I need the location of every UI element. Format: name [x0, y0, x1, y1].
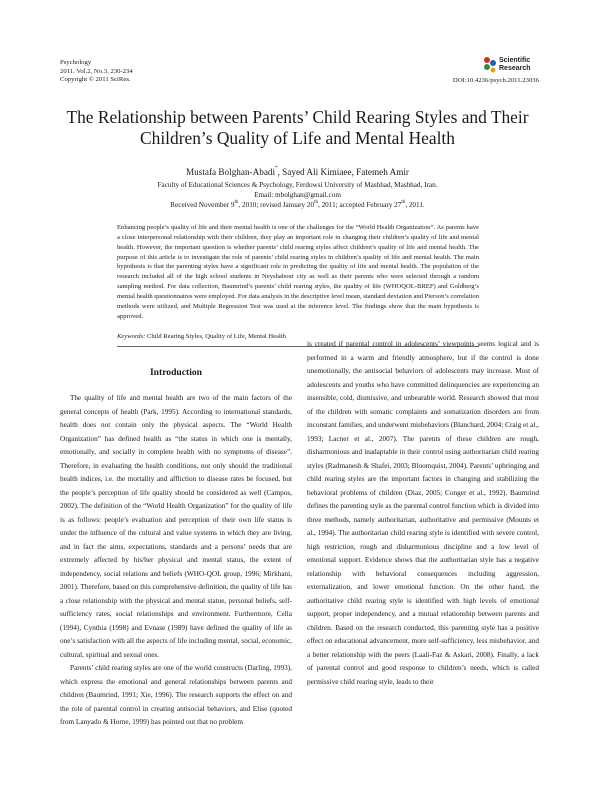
paragraph: is created if parental control in adolescents’ viewpoints seems logical and is performed in a warm and friendly atmosphere, but if the control is done unemotionally, the antisocial behaviors of adolescents may increase. Most of adolescents and youths who have committed delinquencies are experiencing an insensible, cold, dismissive, and unbearable world. Research showed that most of the children with somatic complaints and somatization disorders are from inconstant families, and underwent misbehaviors (Blanchard, 2004; Craig et al., 1993; Lacner et al., 2007). The parents of these children are rough, disharmonious and inadaptable in their control using authoritarian child rearing styles (Radmanesh & Shafei, 2003; Bloomquist, 2004). Parents’ upbringing and child rearing styles are the important factors in changing and stabilizing the behavioral problems of children (Diaz, 2005; Conger et al., 1992). Baumrind defines the parenting style as the parental control function which is divided into three methods, namely authoritarian, authoritative and permissive (Mounts et al., 1994). The authoritarian child rearing style is identified with severe control, high restriction, rough and disharmonious discipline and a low level of emotional support. Evidence shows that the authoritarian style has a negative relationship with behavioral consequences including aggression, externalization, and lower emotional function. On the other hand, the authoritative child rearing style is identified with high levels of emotional support, proper independency, and a mutual relationship between parents and children. Based on the research conducted, this parenting style has a positive effect on educational advancement, more self-sufficiency, less misbehavior, and a better relationship with the peers (Laali-Faz & Askari, 2008). Finally, a lack of parental control and good response to children’s needs, which is called permissive child rearing style, leads to their — [307, 340, 539, 686]
author-lead: Mustafa Bolghan-Abadi — [186, 167, 276, 177]
paragraph: Parents’ child rearing styles are one of the world constructs (Darling, 1993), which express the emotional and general relationships between parents and children (Baumrind, 1991; Xie, 1996). The research supports the effect on and the role of parental control in creating antisocial behaviors, and Elise (quoted from Lanyado & Horne, 1999) has pointed out that no problem — [60, 664, 292, 726]
affiliation: Faculty of Educational Sciences & Psychology, Ferdowsi University of Mashhad, Mashhad, Iran. — [157, 181, 438, 189]
journal-header — [60, 59, 133, 85]
paragraph: The quality of life and mental health are two of the main factors of the general concepts of health (Park, 1995). According to international standards, health does not contain only the physical aspects. The “World Health Organization” has defined health as “the status in which one is mentally, emotionally, and socially in complete health with no symptoms of disease”. Therefore, in evaluating the health conditions, not only should the traditional health indices, i.e. the mortality and affliction to disease rates be focused, but the people’s perception of life quality should be considered as well (Campos, 2002). The definition of the “World Health Organization” for the quality of life is as follows: people’s evaluation and perception of their own life status is under the influence of the cultural and value systems in which they are living, and in fact the aims, expectations, standards and a persons’ needs that are extremely affected by his/her physical and mental status, the extent of independency, social relations and beliefs (WHO-QOL group, 1996; Mirkhani, 2001). Therefore, based on this comprehensive definition, the quality of life has a close relationship with the physical and mental statue, personal beliefs, self-sufficiency rates, social relationships and environment. Furthermore, Cella (1994), Cynthia (1998) and Evnase (1989) have defined the quality of life as one’s satisfaction with all the aspects of life including mental, social, economic, cultural, spiritual and sexual ones. — [60, 394, 292, 659]
journal-volume: 2011. Vol.2, No.3, 230-234 — [60, 67, 133, 75]
left-column — [60, 392, 292, 730]
publisher-logo-icon — [482, 56, 498, 74]
keywords-list: Child Rearing Styles, Quality of Life, Mental Health — [145, 333, 286, 340]
corresponding-mark: * — [275, 166, 278, 171]
author-rest: , Sayed Ali Kimiaee, Fatemeh Amir — [277, 167, 409, 177]
authors — [40, 167, 555, 177]
section-heading-introduction: Introduction — [149, 367, 203, 378]
right-column — [307, 338, 539, 689]
journal-name: Psychology — [60, 59, 92, 66]
received-dates: Received November 9th, 2010; revised January 20th, 2011; accepted February 27th, 2011. — [170, 200, 425, 209]
keywords-label: Keywords: — [117, 333, 146, 340]
logo-line-1: Scientific — [499, 57, 531, 64]
paper-title: The Relationship between Parents’ Child Rearing Styles and Their Children’s Quality of Life and Mental Health — [66, 107, 529, 148]
keywords — [117, 333, 286, 340]
abstract: Enhancing people’s quality of life and their mental health is one of the challenges for the “World Health Organization”. As parents have a close interpersonal relationship with their children, they play an important role in changing their children’s quality of life and mental health. However, the important question is whether parents’ child rearing styles affect children’s quality of life and mental health. The purpose of this article is to investigate the role of parents’ child rearing styles in children’s quality of life and mental health. The main hypothesis is that the parenting styles have a significant role in predicting the quality of life and mental health. The population of the research included all of the high school students in Neyshabour city as well as their parents who were selected through a random sampling method. For data collection, Baumrind’s parents’ child rearing styles, the quality of life (WHOQOL-BREF) and Goldberg’s mental health questionnaires were employed. For data analysis in the descriptive level mean, standard deviation and Pierson’s correlation methods were utilized, and Multiple Regression Test was used at the inference level. The findings show that the main hypothesis is approved. — [117, 224, 479, 320]
publisher-logo — [482, 56, 544, 78]
copyright: Copyright © 2011 SciRes. — [60, 76, 131, 84]
doi: DOI:10.4236/psych.2011.23036 — [452, 77, 539, 84]
logo-line-2: Research — [499, 65, 531, 72]
email: Email: mbolghan@gmail.com — [254, 191, 341, 199]
